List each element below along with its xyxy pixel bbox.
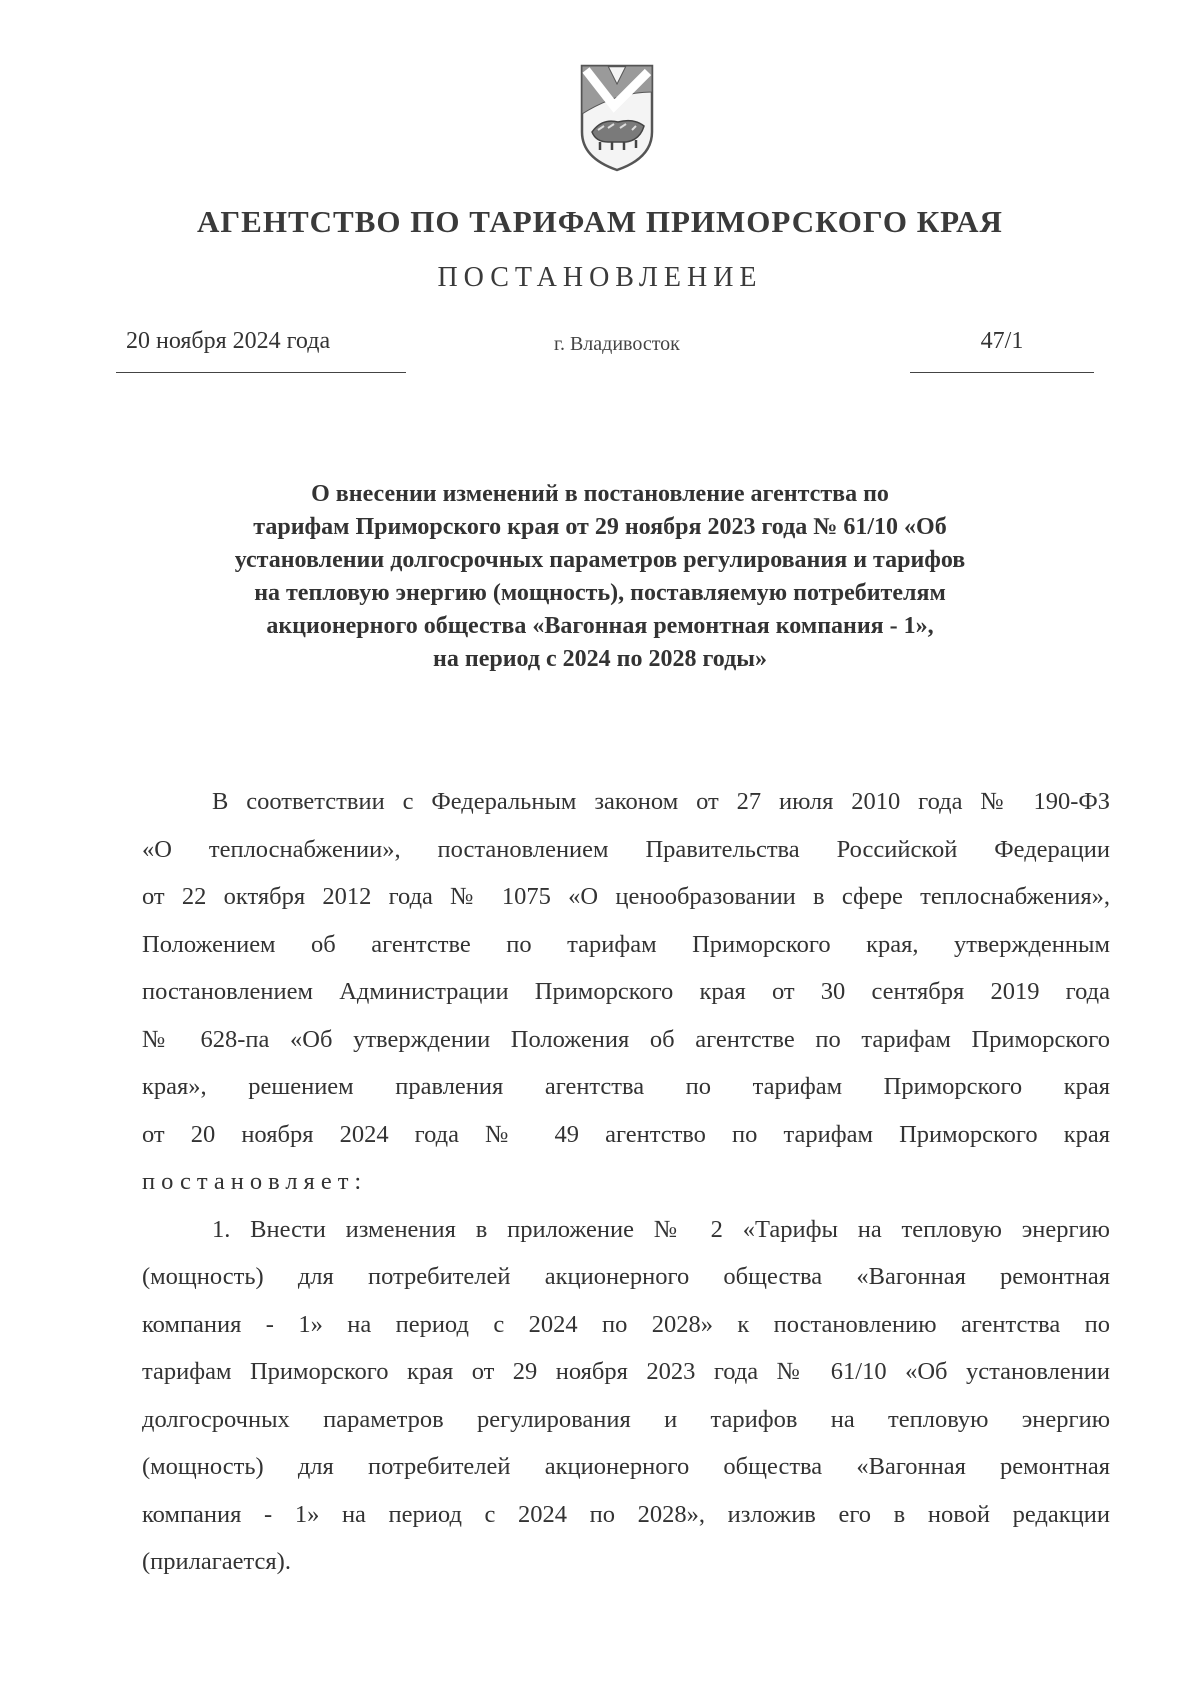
- item1-line: долгосрочных параметров регулирования и тарифов на тепловую энергию: [142, 1405, 1110, 1433]
- document-number: 47/1: [910, 328, 1094, 355]
- primorsky-krai-coat-of-arms-icon: [578, 62, 656, 174]
- preamble-line: В соответствии с Федеральным законом от 27 июля 2010 года № 190-ФЗ: [212, 788, 1110, 815]
- preamble-line: постановлением Администрации Приморского края от 30 сентября 2019 года: [142, 978, 1110, 1005]
- item1-line: (мощность) для потребителей акционерного общества «Вагонная ремонтная: [142, 1263, 1110, 1290]
- preamble-line: «О теплоснабжении», постановлением Правительства Российской Федерации: [142, 835, 1110, 863]
- heading-line: акционерного общества «Вагонная ремонтная компания - 1»,: [266, 613, 934, 639]
- item1-line: (мощность) для потребителей акционерного общества «Вагонная ремонтная: [142, 1453, 1110, 1480]
- heading-line: О внесении изменений в постановление агентства по: [311, 481, 889, 507]
- preamble-line: Положением об агентстве по тарифам Приморского края, утвержденным: [142, 930, 1110, 958]
- item1-line: тарифам Приморского края от 29 ноября 2023 года № 61/10 «Об установлении: [142, 1358, 1110, 1385]
- item1-line: компания - 1» на период с 2024 по 2028», изложив его в новой редакции: [142, 1500, 1110, 1528]
- heading-line: установлении долгосрочных параметров регулирования и тарифов: [234, 547, 966, 573]
- document-date: 20 ноября 2024 года: [116, 328, 406, 355]
- heading-line: тарифам Приморского края от 29 ноября 2023 года № 61/10 «Об: [253, 514, 947, 540]
- preamble-line: от 20 ноября 2024 года № 49 агентство по тарифам Приморского края: [142, 1120, 1110, 1148]
- item1-line: 1. Внести изменения в приложение № 2 «Тарифы на тепловую энергию: [212, 1215, 1110, 1243]
- preamble-line: края», решением правления агентства по тарифам Приморского края: [142, 1073, 1110, 1100]
- document-body: [142, 778, 1110, 1586]
- heading-line: на тепловую энергию (мощность), поставляемую потребителям: [254, 580, 946, 606]
- agency-title: АГЕНТСТВО ПО ТАРИФАМ ПРИМОРСКОГО КРАЯ: [197, 204, 1003, 239]
- item1-line: компания - 1» на период с 2024 по 2028» к постановлению агентства по: [142, 1310, 1110, 1338]
- document-type: ПОСТАНОВЛЕНИЕ: [437, 262, 763, 293]
- document-heading: [150, 478, 1050, 676]
- preamble-line: № 628-па «Об утверждении Положения об агентстве по тарифам Приморского: [142, 1025, 1110, 1053]
- decree-word: постановляет:: [142, 1168, 368, 1195]
- document-city: г. Владивосток: [554, 333, 680, 355]
- preamble-line: от 22 октября 2012 года № 1075 «О ценообразовании в сфере теплоснабжения»,: [142, 883, 1110, 910]
- heading-line: на период с 2024 по 2028 годы»: [433, 646, 767, 672]
- item1-line: (прилагается).: [142, 1548, 291, 1575]
